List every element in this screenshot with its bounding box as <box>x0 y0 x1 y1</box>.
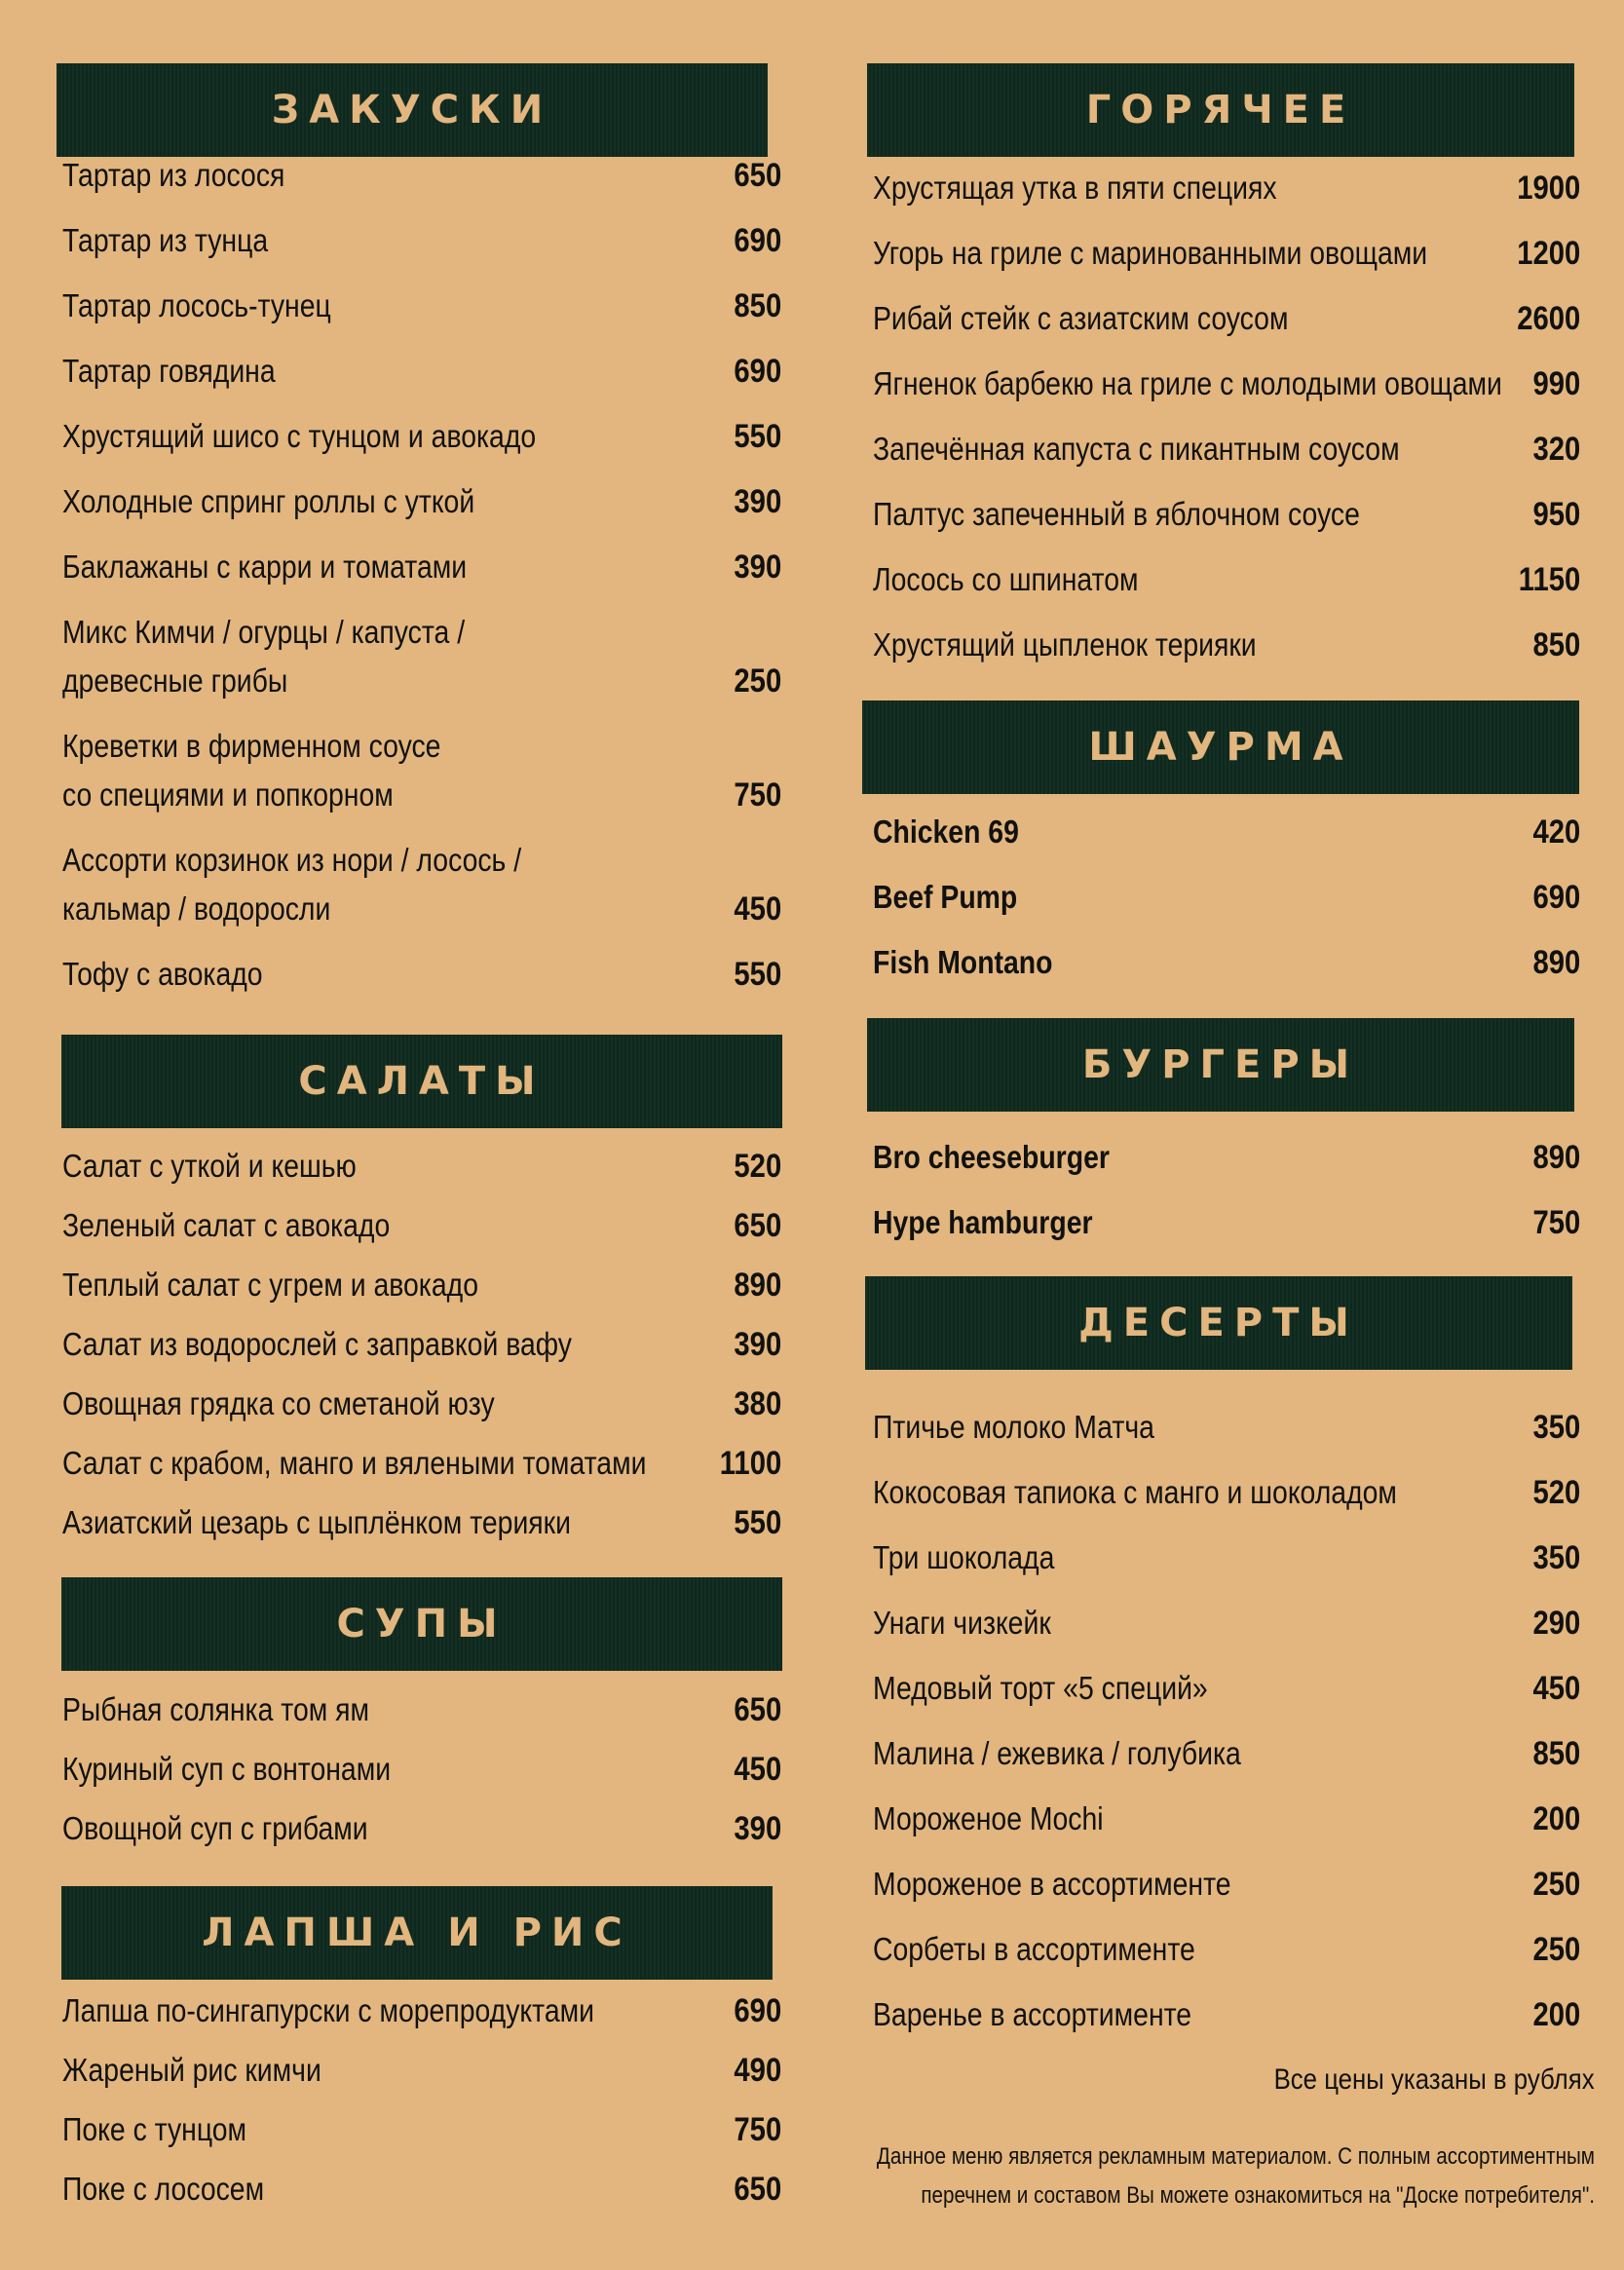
menu-item-name: Азиатский цезарь с цыплёнком терияки <box>62 1504 571 1540</box>
menu-item-name: Салат с уткой и кешью <box>62 1148 357 1184</box>
menu-item-price: 650 <box>734 157 782 194</box>
section-header-salaty: САЛАТЫ <box>61 1035 782 1128</box>
menu-item <box>873 229 1580 278</box>
section-header-burgery: БУРГЕРЫ <box>867 1018 1574 1112</box>
menu-item-price: 1150 <box>1518 561 1581 598</box>
menu-item-price: 750 <box>1532 1204 1581 1241</box>
menu-item-name: Тартар говядина <box>62 353 276 389</box>
menu-item-price: 550 <box>734 418 782 455</box>
menu-item-name: Салат из водорослей с заправкой вафу <box>62 1326 572 1362</box>
menu-item-price: 850 <box>734 287 782 324</box>
menu-item <box>873 1533 1580 1582</box>
menu-item-name: Зеленый салат с авокадо <box>62 1207 391 1243</box>
menu-item <box>873 1795 1580 1843</box>
menu-item <box>62 2105 781 2154</box>
menu-item-name: Птичье молоко Матча <box>873 1409 1154 1445</box>
section-header-lapsha: ЛАПША И РИС <box>61 1886 773 1980</box>
menu-item <box>62 1685 781 1734</box>
menu-item-price: 650 <box>734 1207 782 1244</box>
menu-item-name: Тофу с авокадо <box>62 956 263 992</box>
menu-item <box>62 347 781 396</box>
menu-item <box>62 1804 781 1853</box>
menu-item <box>62 1439 781 1488</box>
menu-item-price: 2600 <box>1517 300 1581 337</box>
menu-item-name: Hype hamburger <box>873 1204 1093 1240</box>
menu-item-price: 350 <box>1532 1539 1581 1576</box>
menu-item-name: Салат с крабом, манго и вялеными томатами <box>62 1445 647 1481</box>
menu-item <box>62 836 781 933</box>
menu-item-price: 750 <box>734 776 782 813</box>
menu-item-price: 690 <box>1532 879 1581 916</box>
menu-item <box>62 2165 781 2213</box>
menu-item-price: 520 <box>1532 1474 1581 1511</box>
section-header-goryachee: ГОРЯЧЕЕ <box>867 63 1574 157</box>
menu-item-name: Bro cheeseburger <box>873 1139 1110 1175</box>
menu-item-price: 550 <box>734 1504 782 1541</box>
menu-item-price: 380 <box>734 1385 782 1422</box>
menu-item-price: 850 <box>1532 626 1581 663</box>
menu-item <box>873 873 1580 922</box>
menu-item <box>62 282 781 330</box>
section-header-shaurma: ШАУРМА <box>862 700 1579 794</box>
menu-item-name: Мороженое Mochi <box>873 1800 1104 1836</box>
menu-item-price: 450 <box>734 1751 782 1788</box>
menu-item-name: Овощная грядка со сметаной юзу <box>62 1385 495 1421</box>
currency-note: Все цены указаны в рублях <box>1273 2063 1595 2096</box>
menu-item <box>62 722 781 819</box>
menu-item <box>62 543 781 591</box>
menu-item <box>873 1925 1580 1974</box>
menu-item <box>873 1133 1580 1182</box>
menu-item-price: 890 <box>1532 1139 1581 1176</box>
menu-item-name: Хрустящий цыпленок терияки <box>873 626 1257 662</box>
menu-item-name: Варенье в ассортименте <box>873 1996 1192 2032</box>
menu-item-price: 250 <box>734 662 782 700</box>
menu-item-name: Fish Montano <box>873 944 1053 980</box>
menu-item-price: 200 <box>1532 1800 1581 1837</box>
menu-item-name: Кокосовая тапиока с манго и шоколадом <box>873 1474 1397 1510</box>
menu-item <box>62 1498 781 1547</box>
menu-item <box>873 1664 1580 1713</box>
menu-item-name: Креветки в фирменном соусе со специями и попкорном <box>62 728 441 813</box>
menu-item-price: 320 <box>1532 431 1581 468</box>
menu-item-name: Запечённая капуста с пикантным соусом <box>873 431 1400 467</box>
menu-item-name: Тартар лосось-тунец <box>62 287 331 323</box>
menu-item-name: Лосось со шпинатом <box>873 561 1139 597</box>
menu-item-name: Chicken 69 <box>873 813 1019 850</box>
menu-item-price: 420 <box>1532 813 1581 851</box>
menu-item <box>62 1380 781 1428</box>
menu-item-name: Малина / ежевика / голубика <box>873 1735 1241 1771</box>
menu-item <box>62 151 781 200</box>
menu-item-name: Баклажаны с карри и томатами <box>62 549 468 585</box>
menu-item <box>873 164 1580 212</box>
menu-item-price: 250 <box>1532 1931 1581 1968</box>
menu-item-price: 290 <box>1532 1605 1581 1642</box>
menu-item-name: Куриный суп с вонтонами <box>62 1751 392 1787</box>
menu-item-name: Холодные спринг роллы с уткой <box>62 483 475 519</box>
menu-item-name: Сорбеты в ассортименте <box>873 1931 1195 1967</box>
menu-item-price: 950 <box>1532 496 1581 533</box>
menu-item-name: Три шоколада <box>873 1539 1055 1575</box>
menu-item-price: 650 <box>734 1691 782 1728</box>
menu-item-price: 250 <box>1532 1866 1581 1903</box>
menu-item <box>873 555 1580 604</box>
menu-item-name: Лапша по-сингапурски с морепродуктами <box>62 1992 594 2028</box>
menu-item-price: 1200 <box>1517 235 1581 272</box>
menu-item <box>873 938 1580 987</box>
menu-item-name: Угорь на гриле с маринованными овощами <box>873 235 1428 271</box>
section-header-zakuski: ЗАКУСКИ <box>57 63 768 157</box>
menu-item <box>873 808 1580 856</box>
section-header-supy: СУПЫ <box>61 1577 782 1671</box>
menu-item <box>873 359 1580 408</box>
menu-item <box>62 216 781 265</box>
menu-item-name: Рибай стейк с азиатским соусом <box>873 300 1289 336</box>
menu-item <box>62 1261 781 1309</box>
disclaimer: Данное меню является рекламным материалом. С полным ассортиментным перечнем и составом Вы можете ознакомиться на "Доске потребителя". <box>876 2143 1595 2209</box>
menu-item-name: Рыбная солянка том ям <box>62 1691 370 1727</box>
menu-item-price: 520 <box>734 1148 782 1185</box>
menu-item-name: Поке с лососем <box>62 2171 265 2207</box>
menu-item-name: Тартар из тунца <box>62 222 269 258</box>
menu-item <box>62 412 781 461</box>
menu-item <box>873 1729 1580 1778</box>
menu-item-name: Теплый салат с угрем и авокадо <box>62 1267 478 1303</box>
menu-item <box>873 1860 1580 1909</box>
menu-item-price: 850 <box>1532 1735 1581 1772</box>
menu-item <box>62 1320 781 1369</box>
menu-item <box>873 1403 1580 1452</box>
menu-item-price: 690 <box>734 1992 782 2029</box>
menu-item-price: 690 <box>734 222 782 259</box>
menu-item <box>62 1142 781 1191</box>
menu-item <box>62 2046 781 2095</box>
menu-item-name: Жареный рис кимчи <box>62 2052 321 2088</box>
menu-item-name: Ассорти корзинок из нори / лосось / кальмар / водоросли <box>62 842 522 927</box>
menu-item-name: Поке с тунцом <box>62 2111 247 2147</box>
menu-item <box>62 1745 781 1794</box>
menu-item-price: 690 <box>734 353 782 390</box>
menu-item <box>873 1468 1580 1517</box>
menu-item <box>62 608 781 705</box>
menu-item-price: 350 <box>1532 1409 1581 1446</box>
menu-item <box>873 621 1580 669</box>
menu-item-price: 390 <box>734 1326 782 1363</box>
menu-item-name: Микс Кимчи / огурцы / капуста / древесные грибы <box>62 614 466 699</box>
menu-item <box>873 490 1580 539</box>
menu-item-name: Палтус запеченный в яблочном соусе <box>873 496 1360 532</box>
menu-item-price: 990 <box>1532 365 1581 402</box>
menu-item <box>873 1990 1580 2039</box>
menu-item-price: 890 <box>1532 944 1581 981</box>
menu-item <box>873 425 1580 473</box>
menu-item-name: Хрустящий шисо с тунцом и авокадо <box>62 418 537 454</box>
menu-item-price: 1100 <box>719 1445 782 1482</box>
menu-item-price: 450 <box>734 890 782 927</box>
menu-item <box>873 294 1580 343</box>
menu-item-price: 390 <box>734 483 782 520</box>
menu-item-price: 890 <box>734 1267 782 1304</box>
section-header-deserty: ДЕСЕРТЫ <box>865 1276 1572 1370</box>
menu-item-price: 390 <box>734 1810 782 1847</box>
menu-item-name: Beef Pump <box>873 879 1018 915</box>
menu-item-name: Ягненок барбекю на гриле с молодыми овощами <box>873 365 1502 401</box>
menu-item-name: Тартар из лосося <box>62 157 285 193</box>
menu-item <box>873 1599 1580 1647</box>
menu-item-name: Хрустящая утка в пяти специях <box>873 170 1277 206</box>
menu-item-price: 1900 <box>1517 170 1581 207</box>
menu-item-price: 200 <box>1532 1996 1581 2033</box>
menu-item <box>873 1198 1580 1247</box>
menu-item-price: 550 <box>734 956 782 993</box>
menu-item-price: 750 <box>734 2111 782 2148</box>
menu-item <box>62 477 781 526</box>
menu-item-name: Унаги чизкейк <box>873 1605 1051 1641</box>
menu-item-name: Овощной суп с грибами <box>62 1810 368 1846</box>
menu-item-name: Медовый торт «5 специй» <box>873 1670 1208 1706</box>
menu-item-price: 450 <box>1532 1670 1581 1707</box>
menu-item-name: Мороженое в ассортименте <box>873 1866 1231 1902</box>
menu-item-price: 650 <box>734 2171 782 2208</box>
menu-item <box>62 950 781 999</box>
menu-item-price: 390 <box>734 549 782 586</box>
menu-item <box>62 1986 781 2035</box>
menu-item-price: 490 <box>734 2052 782 2089</box>
menu-item <box>62 1201 781 1250</box>
